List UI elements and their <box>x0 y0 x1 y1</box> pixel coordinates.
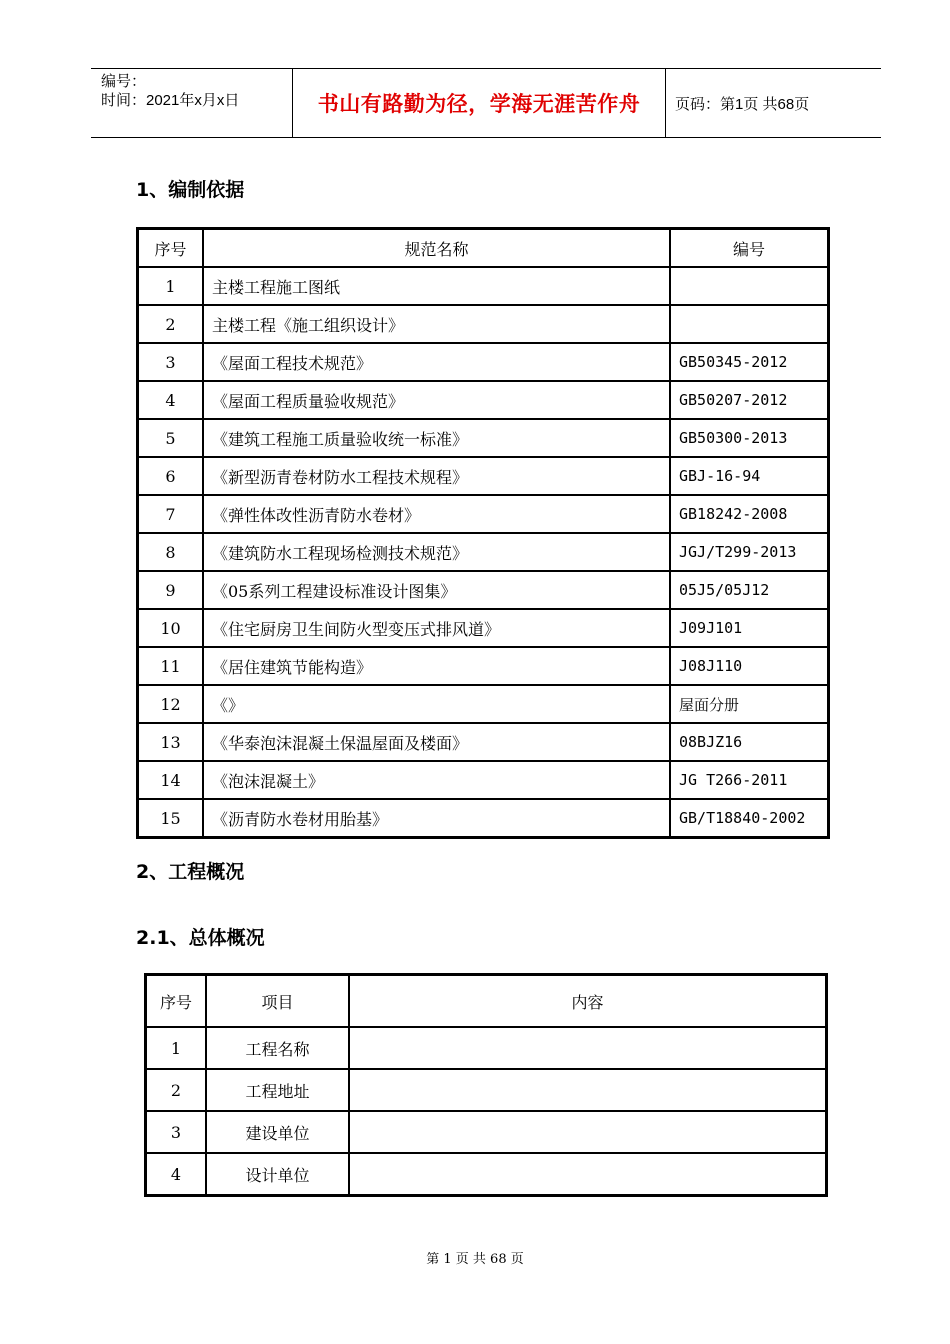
overview-table <box>144 973 828 1197</box>
basis-table-body <box>138 267 828 837</box>
row-index: 1 <box>138 267 203 305</box>
table-row <box>138 267 828 305</box>
item-content <box>349 1069 826 1111</box>
standard-name: 《》 <box>203 685 670 723</box>
section-2-title: 2、工程概况 <box>136 861 245 883</box>
row-index: 2 <box>146 1069 206 1111</box>
standard-code <box>670 267 828 305</box>
standard-name: 《新型沥青卷材防水工程技术规程》 <box>203 457 670 495</box>
row-index: 7 <box>138 495 203 533</box>
standard-code: JGJ/T299-2013 <box>670 533 828 571</box>
column-header: 编号 <box>670 229 828 267</box>
standard-name: 《05系列工程建设标准设计图集》 <box>203 571 670 609</box>
row-index: 9 <box>138 571 203 609</box>
header-divider <box>665 69 666 137</box>
item-name: 工程地址 <box>206 1069 349 1111</box>
standard-code: GBJ-16-94 <box>670 457 828 495</box>
standard-code <box>670 305 828 343</box>
table-row <box>138 343 828 381</box>
row-index: 11 <box>138 647 203 685</box>
standard-name: 《建筑工程施工质量验收统一标准》 <box>203 419 670 457</box>
standard-name: 《居住建筑节能构造》 <box>203 647 670 685</box>
standard-name: 主楼工程施工图纸 <box>203 267 670 305</box>
table-row <box>138 761 828 799</box>
row-index: 3 <box>146 1111 206 1153</box>
table-header-row <box>146 975 826 1027</box>
column-header: 序号 <box>146 975 206 1027</box>
table-row <box>138 495 828 533</box>
table-row <box>146 1069 826 1111</box>
table-row <box>146 1111 826 1153</box>
row-index: 2 <box>138 305 203 343</box>
column-header: 项目 <box>206 975 349 1027</box>
row-index: 6 <box>138 457 203 495</box>
row-index: 13 <box>138 723 203 761</box>
table-row <box>138 457 828 495</box>
standard-code: J08J110 <box>670 647 828 685</box>
row-index: 4 <box>146 1153 206 1195</box>
item-name: 设计单位 <box>206 1153 349 1195</box>
header-number-label: 编号： <box>101 73 147 90</box>
column-header: 内容 <box>349 975 826 1027</box>
table-row <box>138 305 828 343</box>
row-index: 1 <box>146 1027 206 1069</box>
row-index: 8 <box>138 533 203 571</box>
standard-code: GB50300-2013 <box>670 419 828 457</box>
standard-name: 《建筑防水工程现场检测技术规范》 <box>203 533 670 571</box>
row-index: 3 <box>138 343 203 381</box>
standard-name: 《屋面工程技术规范》 <box>203 343 670 381</box>
row-index: 10 <box>138 609 203 647</box>
column-header: 序号 <box>138 229 203 267</box>
table-row <box>146 1027 826 1069</box>
page-footer: 第 1 页 共 68 页 <box>426 1252 524 1267</box>
basis-table <box>136 227 830 839</box>
header-motto: 书山有路勤为径，学海无涯苦作舟 <box>317 92 641 116</box>
item-content <box>349 1027 826 1069</box>
standard-code: GB/T18840-2002 <box>670 799 828 837</box>
item-name: 工程名称 <box>206 1027 349 1069</box>
item-name: 建设单位 <box>206 1111 349 1153</box>
header-meta <box>101 72 291 110</box>
table-row <box>138 609 828 647</box>
table-row <box>138 419 828 457</box>
table-header-row <box>138 229 828 267</box>
standard-code: GB50345-2012 <box>670 343 828 381</box>
section-2-1-title: 2.1、总体概况 <box>136 927 265 949</box>
standard-code: JG T266-2011 <box>670 761 828 799</box>
table-row <box>138 381 828 419</box>
standard-name: 《屋面工程质量验收规范》 <box>203 381 670 419</box>
standard-code: GB50207-2012 <box>670 381 828 419</box>
table-row <box>138 799 828 837</box>
standard-name: 《住宅厨房卫生间防火型变压式排风道》 <box>203 609 670 647</box>
row-index: 15 <box>138 799 203 837</box>
table-row <box>138 685 828 723</box>
item-content <box>349 1111 826 1153</box>
standard-code: 08BJZ16 <box>670 723 828 761</box>
table-row <box>138 723 828 761</box>
standard-code: 屋面分册 <box>670 685 828 723</box>
table-row <box>146 1153 826 1195</box>
column-header: 规范名称 <box>203 229 670 267</box>
item-content <box>349 1153 826 1195</box>
table-row <box>138 571 828 609</box>
row-index: 14 <box>138 761 203 799</box>
standard-name: 《泡沫混凝土》 <box>203 761 670 799</box>
standard-code: GB18242-2008 <box>670 495 828 533</box>
section-1-title: 1、编制依据 <box>136 179 245 201</box>
overview-table-body <box>146 1027 826 1195</box>
standard-code: J09J101 <box>670 609 828 647</box>
table-row <box>138 533 828 571</box>
standard-code: 05J5/05J12 <box>670 571 828 609</box>
standard-name: 《弹性体改性沥青防水卷材》 <box>203 495 670 533</box>
header-time-label: 时间：2021年x月x日 <box>101 92 240 109</box>
standard-name: 主楼工程《施工组织设计》 <box>203 305 670 343</box>
row-index: 12 <box>138 685 203 723</box>
standard-name: 《沥青防水卷材用胎基》 <box>203 799 670 837</box>
header-page-info: 页码：第1页 共68页 <box>675 95 810 113</box>
row-index: 4 <box>138 381 203 419</box>
row-index: 5 <box>138 419 203 457</box>
standard-name: 《华泰泡沫混凝土保温屋面及楼面》 <box>203 723 670 761</box>
table-row <box>138 647 828 685</box>
page-header <box>91 68 881 138</box>
